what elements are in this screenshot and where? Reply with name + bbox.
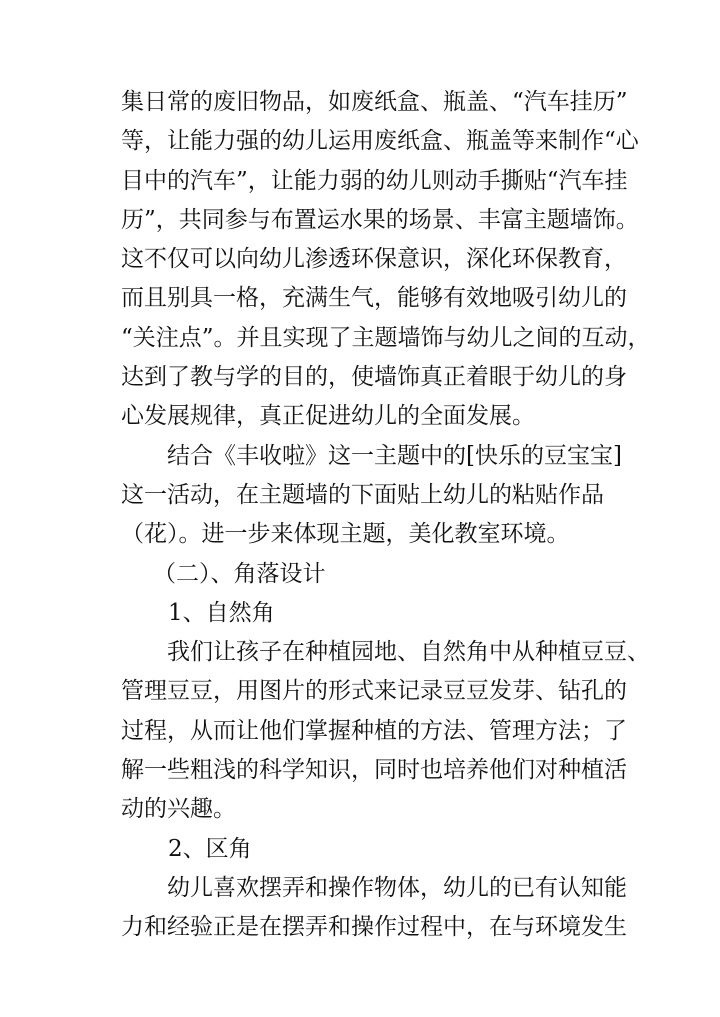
paragraph-line: 历”，共同参与布置运水果的场景、丰富主题墙饰。 <box>121 206 639 233</box>
paragraph-line: 等，让能力强的幼儿运用废纸盒、瓶盖等来制作“心 <box>121 128 639 155</box>
paragraph-line: 解一些粗浅的科学知识，同时也培养他们对种植活 <box>121 757 627 784</box>
subsection-heading: 1、自然角 <box>168 599 275 626</box>
paragraph-line: 管理豆豆，用图片的形式来记录豆豆发芽、钻孔的 <box>121 678 627 705</box>
paragraph-line: 过程，从而让他们掌握种植的方法、管理方法；了 <box>121 717 627 744</box>
subsection-heading: 2、区角 <box>168 835 252 862</box>
paragraph-line: 结合《丰收啦》这一主题中的[快乐的豆宝宝] <box>167 442 622 469</box>
paragraph-line: “关注点”。并且实现了主题墙饰与幼儿之间的互动， <box>121 324 651 351</box>
paragraph-line: 目中的汽车”，让能力弱的幼儿则动手撕贴“汽车挂 <box>121 167 628 194</box>
paragraph-line: 幼儿喜欢摆弄和操作物体，幼儿的已有认知能 <box>167 874 627 901</box>
paragraph-line: 达到了教与学的目的，使墙饰真正着眼于幼儿的身 <box>121 364 627 391</box>
paragraph-line: 动的兴趣。 <box>121 796 236 823</box>
paragraph-line: 集日常的废旧物品，如废纸盒、瓶盖、“汽车挂历” <box>121 89 628 115</box>
paragraph-line: （花）。进一步来体现主题，美化教室环境。 <box>121 521 570 548</box>
paragraph-line: 这一活动，在主题墙的下面贴上幼儿的粘贴作品 <box>121 481 604 508</box>
paragraph-line: 我们让孩子在种植园地、自然角中从种植豆豆、 <box>167 639 650 666</box>
paragraph-line: 而且别具一格，充满生气，能够有效地吸引幼儿的 <box>121 285 627 312</box>
document-body <box>0 83 720 948</box>
paragraph-line: 这不仅可以向幼儿渗透环保意识，深化环保教育， <box>121 246 627 273</box>
paragraph-line: 力和经验正是在摆弄和操作过程中，在与环境发生 <box>121 914 627 941</box>
paragraph-line: 心发展规律，真正促进幼儿的全面发展。 <box>121 403 535 430</box>
section-heading: （二）、角落设计 <box>153 560 326 587</box>
